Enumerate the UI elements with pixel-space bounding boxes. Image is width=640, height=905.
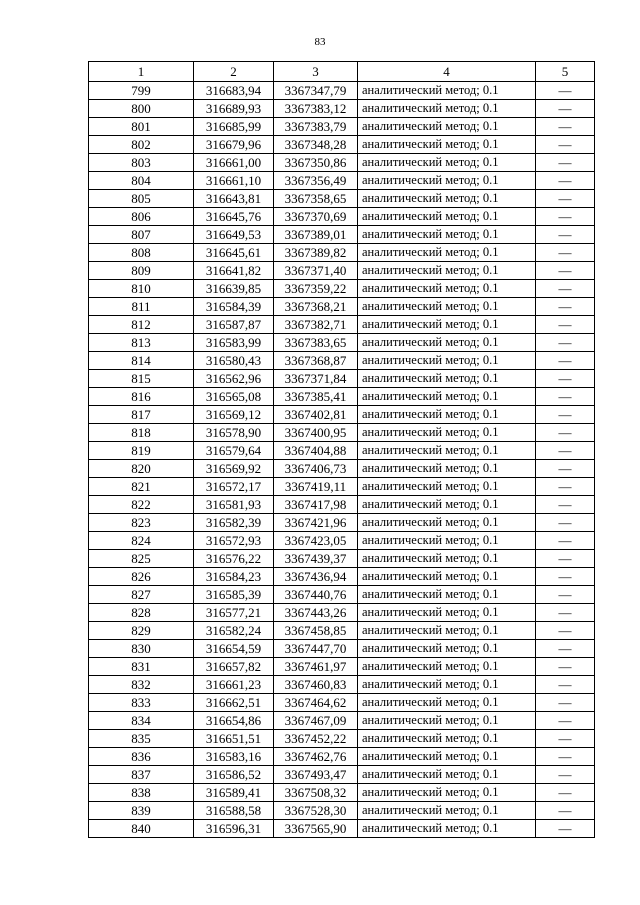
table-row: [89, 226, 595, 244]
x-coordinate-cell: 316685,99: [194, 118, 274, 136]
point-number-cell: 810: [89, 280, 194, 298]
point-number-cell: 821: [89, 478, 194, 496]
table-row: [89, 352, 595, 370]
x-coordinate-cell: 316586,52: [194, 766, 274, 784]
y-coordinate-cell: 3367356,49: [274, 172, 358, 190]
point-number-cell: 823: [89, 514, 194, 532]
method-cell: аналитический метод; 0.1: [358, 298, 536, 316]
point-number-cell: 839: [89, 802, 194, 820]
page-number: 83: [314, 36, 326, 48]
y-coordinate-cell: 3367421,96: [274, 514, 358, 532]
table-row: [89, 298, 595, 316]
y-coordinate-cell: 3367383,12: [274, 100, 358, 118]
y-coordinate-cell: 3367383,65: [274, 334, 358, 352]
note-cell: —: [536, 406, 595, 424]
x-coordinate-cell: 316683,94: [194, 82, 274, 100]
note-cell: —: [536, 568, 595, 586]
point-number-cell: 834: [89, 712, 194, 730]
method-cell: аналитический метод; 0.1: [358, 334, 536, 352]
method-cell: аналитический метод; 0.1: [358, 766, 536, 784]
table-row: [89, 406, 595, 424]
x-coordinate-cell: 316572,17: [194, 478, 274, 496]
y-coordinate-cell: 3367402,81: [274, 406, 358, 424]
method-cell: аналитический метод; 0.1: [358, 550, 536, 568]
table-row: [89, 550, 595, 568]
table-row: [89, 820, 595, 838]
x-coordinate-cell: 316584,39: [194, 298, 274, 316]
point-number-cell: 811: [89, 298, 194, 316]
table-row: [89, 802, 595, 820]
note-cell: —: [536, 496, 595, 514]
table-row: [89, 424, 595, 442]
table-row: [89, 766, 595, 784]
x-coordinate-cell: 316589,41: [194, 784, 274, 802]
method-cell: аналитический метод; 0.1: [358, 460, 536, 478]
method-cell: аналитический метод; 0.1: [358, 118, 536, 136]
table-row: [89, 442, 595, 460]
y-coordinate-cell: 3367447,70: [274, 640, 358, 658]
note-cell: —: [536, 226, 595, 244]
y-coordinate-cell: 3367452,22: [274, 730, 358, 748]
x-coordinate-cell: 316569,12: [194, 406, 274, 424]
point-number-cell: 835: [89, 730, 194, 748]
x-coordinate-cell: 316583,99: [194, 334, 274, 352]
y-coordinate-cell: 3367389,82: [274, 244, 358, 262]
note-cell: —: [536, 82, 595, 100]
method-cell: аналитический метод; 0.1: [358, 478, 536, 496]
note-cell: —: [536, 622, 595, 640]
note-cell: —: [536, 298, 595, 316]
point-number-cell: 806: [89, 208, 194, 226]
point-number-cell: 837: [89, 766, 194, 784]
x-coordinate-cell: 316583,16: [194, 748, 274, 766]
y-coordinate-cell: 3367404,88: [274, 442, 358, 460]
note-cell: —: [536, 586, 595, 604]
y-coordinate-cell: 3367467,09: [274, 712, 358, 730]
header-col-3: 3: [274, 62, 358, 82]
point-number-cell: 829: [89, 622, 194, 640]
table-row: [89, 136, 595, 154]
point-number-cell: 827: [89, 586, 194, 604]
note-cell: —: [536, 640, 595, 658]
table-row: [89, 622, 595, 640]
note-cell: —: [536, 370, 595, 388]
note-cell: —: [536, 658, 595, 676]
table-row: [89, 496, 595, 514]
table-row: [89, 370, 595, 388]
point-number-cell: 830: [89, 640, 194, 658]
method-cell: аналитический метод; 0.1: [358, 190, 536, 208]
table-row: [89, 676, 595, 694]
header-row: [89, 62, 595, 82]
point-number-cell: 828: [89, 604, 194, 622]
header-col-5: 5: [536, 62, 595, 82]
y-coordinate-cell: 3367368,87: [274, 352, 358, 370]
note-cell: —: [536, 280, 595, 298]
x-coordinate-cell: 316654,59: [194, 640, 274, 658]
x-coordinate-cell: 316662,51: [194, 694, 274, 712]
y-coordinate-cell: 3367382,71: [274, 316, 358, 334]
y-coordinate-cell: 3367528,30: [274, 802, 358, 820]
method-cell: аналитический метод; 0.1: [358, 280, 536, 298]
y-coordinate-cell: 3367460,83: [274, 676, 358, 694]
y-coordinate-cell: 3367383,79: [274, 118, 358, 136]
method-cell: аналитический метод; 0.1: [358, 388, 536, 406]
method-cell: аналитический метод; 0.1: [358, 676, 536, 694]
note-cell: —: [536, 442, 595, 460]
method-cell: аналитический метод; 0.1: [358, 352, 536, 370]
table-row: [89, 532, 595, 550]
table-row: [89, 748, 595, 766]
x-coordinate-cell: 316584,23: [194, 568, 274, 586]
x-coordinate-cell: 316582,24: [194, 622, 274, 640]
y-coordinate-cell: 3367461,97: [274, 658, 358, 676]
table-row: [89, 730, 595, 748]
x-coordinate-cell: 316661,10: [194, 172, 274, 190]
note-cell: —: [536, 352, 595, 370]
table-row: [89, 604, 595, 622]
y-coordinate-cell: 3367350,86: [274, 154, 358, 172]
y-coordinate-cell: 3367400,95: [274, 424, 358, 442]
y-coordinate-cell: 3367347,79: [274, 82, 358, 100]
note-cell: —: [536, 244, 595, 262]
point-number-cell: 836: [89, 748, 194, 766]
point-number-cell: 807: [89, 226, 194, 244]
x-coordinate-cell: 316651,51: [194, 730, 274, 748]
note-cell: —: [536, 100, 595, 118]
y-coordinate-cell: 3367370,69: [274, 208, 358, 226]
note-cell: —: [536, 514, 595, 532]
table-row: [89, 244, 595, 262]
table-row: [89, 658, 595, 676]
x-coordinate-cell: 316645,76: [194, 208, 274, 226]
point-number-cell: 820: [89, 460, 194, 478]
x-coordinate-cell: 316654,86: [194, 712, 274, 730]
table-row: [89, 316, 595, 334]
header-col-1: 1: [89, 62, 194, 82]
note-cell: —: [536, 532, 595, 550]
method-cell: аналитический метод; 0.1: [358, 748, 536, 766]
x-coordinate-cell: 316562,96: [194, 370, 274, 388]
note-cell: —: [536, 748, 595, 766]
point-number-cell: 814: [89, 352, 194, 370]
point-number-cell: 822: [89, 496, 194, 514]
method-cell: аналитический метод; 0.1: [358, 442, 536, 460]
method-cell: аналитический метод; 0.1: [358, 370, 536, 388]
y-coordinate-cell: 3367508,32: [274, 784, 358, 802]
point-number-cell: 803: [89, 154, 194, 172]
note-cell: —: [536, 802, 595, 820]
table-row: [89, 460, 595, 478]
y-coordinate-cell: 3367406,73: [274, 460, 358, 478]
x-coordinate-cell: 316582,39: [194, 514, 274, 532]
method-cell: аналитический метод; 0.1: [358, 640, 536, 658]
x-coordinate-cell: 316579,64: [194, 442, 274, 460]
note-cell: —: [536, 730, 595, 748]
y-coordinate-cell: 3367359,22: [274, 280, 358, 298]
table-row: [89, 208, 595, 226]
point-number-cell: 840: [89, 820, 194, 838]
x-coordinate-cell: 316587,87: [194, 316, 274, 334]
point-number-cell: 812: [89, 316, 194, 334]
header-col-2: 2: [194, 62, 274, 82]
x-coordinate-cell: 316645,61: [194, 244, 274, 262]
note-cell: —: [536, 784, 595, 802]
table-row: [89, 388, 595, 406]
y-coordinate-cell: 3367371,40: [274, 262, 358, 280]
table-row: [89, 784, 595, 802]
method-cell: аналитический метод; 0.1: [358, 136, 536, 154]
method-cell: аналитический метод; 0.1: [358, 100, 536, 118]
note-cell: —: [536, 676, 595, 694]
method-cell: аналитический метод; 0.1: [358, 532, 536, 550]
note-cell: —: [536, 262, 595, 280]
note-cell: —: [536, 316, 595, 334]
point-number-cell: 824: [89, 532, 194, 550]
y-coordinate-cell: 3367565,90: [274, 820, 358, 838]
x-coordinate-cell: 316643,81: [194, 190, 274, 208]
note-cell: —: [536, 388, 595, 406]
x-coordinate-cell: 316657,82: [194, 658, 274, 676]
x-coordinate-cell: 316641,82: [194, 262, 274, 280]
method-cell: аналитический метод; 0.1: [358, 406, 536, 424]
point-number-cell: 825: [89, 550, 194, 568]
point-number-cell: 831: [89, 658, 194, 676]
x-coordinate-cell: 316661,00: [194, 154, 274, 172]
table-body: [89, 82, 595, 838]
method-cell: аналитический метод; 0.1: [358, 694, 536, 712]
point-number-cell: 802: [89, 136, 194, 154]
point-number-cell: 815: [89, 370, 194, 388]
y-coordinate-cell: 3367440,76: [274, 586, 358, 604]
table-row: [89, 262, 595, 280]
table-row: [89, 154, 595, 172]
note-cell: —: [536, 190, 595, 208]
y-coordinate-cell: 3367358,65: [274, 190, 358, 208]
point-number-cell: 826: [89, 568, 194, 586]
table-row: [89, 190, 595, 208]
note-cell: —: [536, 424, 595, 442]
x-coordinate-cell: 316565,08: [194, 388, 274, 406]
table-row: [89, 640, 595, 658]
y-coordinate-cell: 3367368,21: [274, 298, 358, 316]
table-row: [89, 694, 595, 712]
method-cell: аналитический метод; 0.1: [358, 802, 536, 820]
header-col-4: 4: [358, 62, 536, 82]
method-cell: аналитический метод; 0.1: [358, 784, 536, 802]
table-row: [89, 334, 595, 352]
method-cell: аналитический метод; 0.1: [358, 262, 536, 280]
method-cell: аналитический метод; 0.1: [358, 154, 536, 172]
y-coordinate-cell: 3367348,28: [274, 136, 358, 154]
method-cell: аналитический метод; 0.1: [358, 424, 536, 442]
table-row: [89, 82, 595, 100]
y-coordinate-cell: 3367439,37: [274, 550, 358, 568]
method-cell: аналитический метод; 0.1: [358, 82, 536, 100]
method-cell: аналитический метод; 0.1: [358, 226, 536, 244]
note-cell: —: [536, 208, 595, 226]
x-coordinate-cell: 316569,92: [194, 460, 274, 478]
method-cell: аналитический метод; 0.1: [358, 496, 536, 514]
method-cell: аналитический метод; 0.1: [358, 730, 536, 748]
note-cell: —: [536, 172, 595, 190]
point-number-cell: 819: [89, 442, 194, 460]
note-cell: —: [536, 766, 595, 784]
y-coordinate-cell: 3367385,41: [274, 388, 358, 406]
note-cell: —: [536, 478, 595, 496]
point-number-cell: 805: [89, 190, 194, 208]
y-coordinate-cell: 3367423,05: [274, 532, 358, 550]
method-cell: аналитический метод; 0.1: [358, 712, 536, 730]
y-coordinate-cell: 3367443,26: [274, 604, 358, 622]
point-number-cell: 801: [89, 118, 194, 136]
note-cell: —: [536, 460, 595, 478]
note-cell: —: [536, 334, 595, 352]
method-cell: аналитический метод; 0.1: [358, 208, 536, 226]
method-cell: аналитический метод; 0.1: [358, 622, 536, 640]
x-coordinate-cell: 316585,39: [194, 586, 274, 604]
y-coordinate-cell: 3367417,98: [274, 496, 358, 514]
method-cell: аналитический метод; 0.1: [358, 514, 536, 532]
y-coordinate-cell: 3367436,94: [274, 568, 358, 586]
table-row: [89, 568, 595, 586]
method-cell: аналитический метод; 0.1: [358, 586, 536, 604]
note-cell: —: [536, 604, 595, 622]
x-coordinate-cell: 316580,43: [194, 352, 274, 370]
y-coordinate-cell: 3367458,85: [274, 622, 358, 640]
point-number-cell: 818: [89, 424, 194, 442]
x-coordinate-cell: 316581,93: [194, 496, 274, 514]
method-cell: аналитический метод; 0.1: [358, 244, 536, 262]
x-coordinate-cell: 316596,31: [194, 820, 274, 838]
x-coordinate-cell: 316689,93: [194, 100, 274, 118]
point-number-cell: 804: [89, 172, 194, 190]
point-number-cell: 813: [89, 334, 194, 352]
point-number-cell: 816: [89, 388, 194, 406]
y-coordinate-cell: 3367419,11: [274, 478, 358, 496]
table-row: [89, 100, 595, 118]
x-coordinate-cell: 316588,58: [194, 802, 274, 820]
x-coordinate-cell: 316661,23: [194, 676, 274, 694]
point-number-cell: 799: [89, 82, 194, 100]
method-cell: аналитический метод; 0.1: [358, 604, 536, 622]
x-coordinate-cell: 316639,85: [194, 280, 274, 298]
x-coordinate-cell: 316576,22: [194, 550, 274, 568]
y-coordinate-cell: 3367389,01: [274, 226, 358, 244]
method-cell: аналитический метод; 0.1: [358, 316, 536, 334]
point-number-cell: 809: [89, 262, 194, 280]
method-cell: аналитический метод; 0.1: [358, 568, 536, 586]
table-row: [89, 172, 595, 190]
note-cell: —: [536, 154, 595, 172]
coordinates-table: [88, 61, 595, 838]
table-row: [89, 478, 595, 496]
point-number-cell: 838: [89, 784, 194, 802]
note-cell: —: [536, 550, 595, 568]
method-cell: аналитический метод; 0.1: [358, 820, 536, 838]
table-row: [89, 514, 595, 532]
point-number-cell: 800: [89, 100, 194, 118]
y-coordinate-cell: 3367464,62: [274, 694, 358, 712]
method-cell: аналитический метод; 0.1: [358, 172, 536, 190]
y-coordinate-cell: 3367493,47: [274, 766, 358, 784]
note-cell: —: [536, 136, 595, 154]
point-number-cell: 833: [89, 694, 194, 712]
point-number-cell: 808: [89, 244, 194, 262]
y-coordinate-cell: 3367462,76: [274, 748, 358, 766]
table-row: [89, 118, 595, 136]
y-coordinate-cell: 3367371,84: [274, 370, 358, 388]
x-coordinate-cell: 316679,96: [194, 136, 274, 154]
x-coordinate-cell: 316577,21: [194, 604, 274, 622]
note-cell: —: [536, 712, 595, 730]
x-coordinate-cell: 316649,53: [194, 226, 274, 244]
point-number-cell: 817: [89, 406, 194, 424]
table-row: [89, 280, 595, 298]
note-cell: —: [536, 118, 595, 136]
note-cell: —: [536, 694, 595, 712]
method-cell: аналитический метод; 0.1: [358, 658, 536, 676]
point-number-cell: 832: [89, 676, 194, 694]
x-coordinate-cell: 316572,93: [194, 532, 274, 550]
table-header: [89, 62, 595, 82]
table-row: [89, 712, 595, 730]
x-coordinate-cell: 316578,90: [194, 424, 274, 442]
table-row: [89, 586, 595, 604]
note-cell: —: [536, 820, 595, 838]
